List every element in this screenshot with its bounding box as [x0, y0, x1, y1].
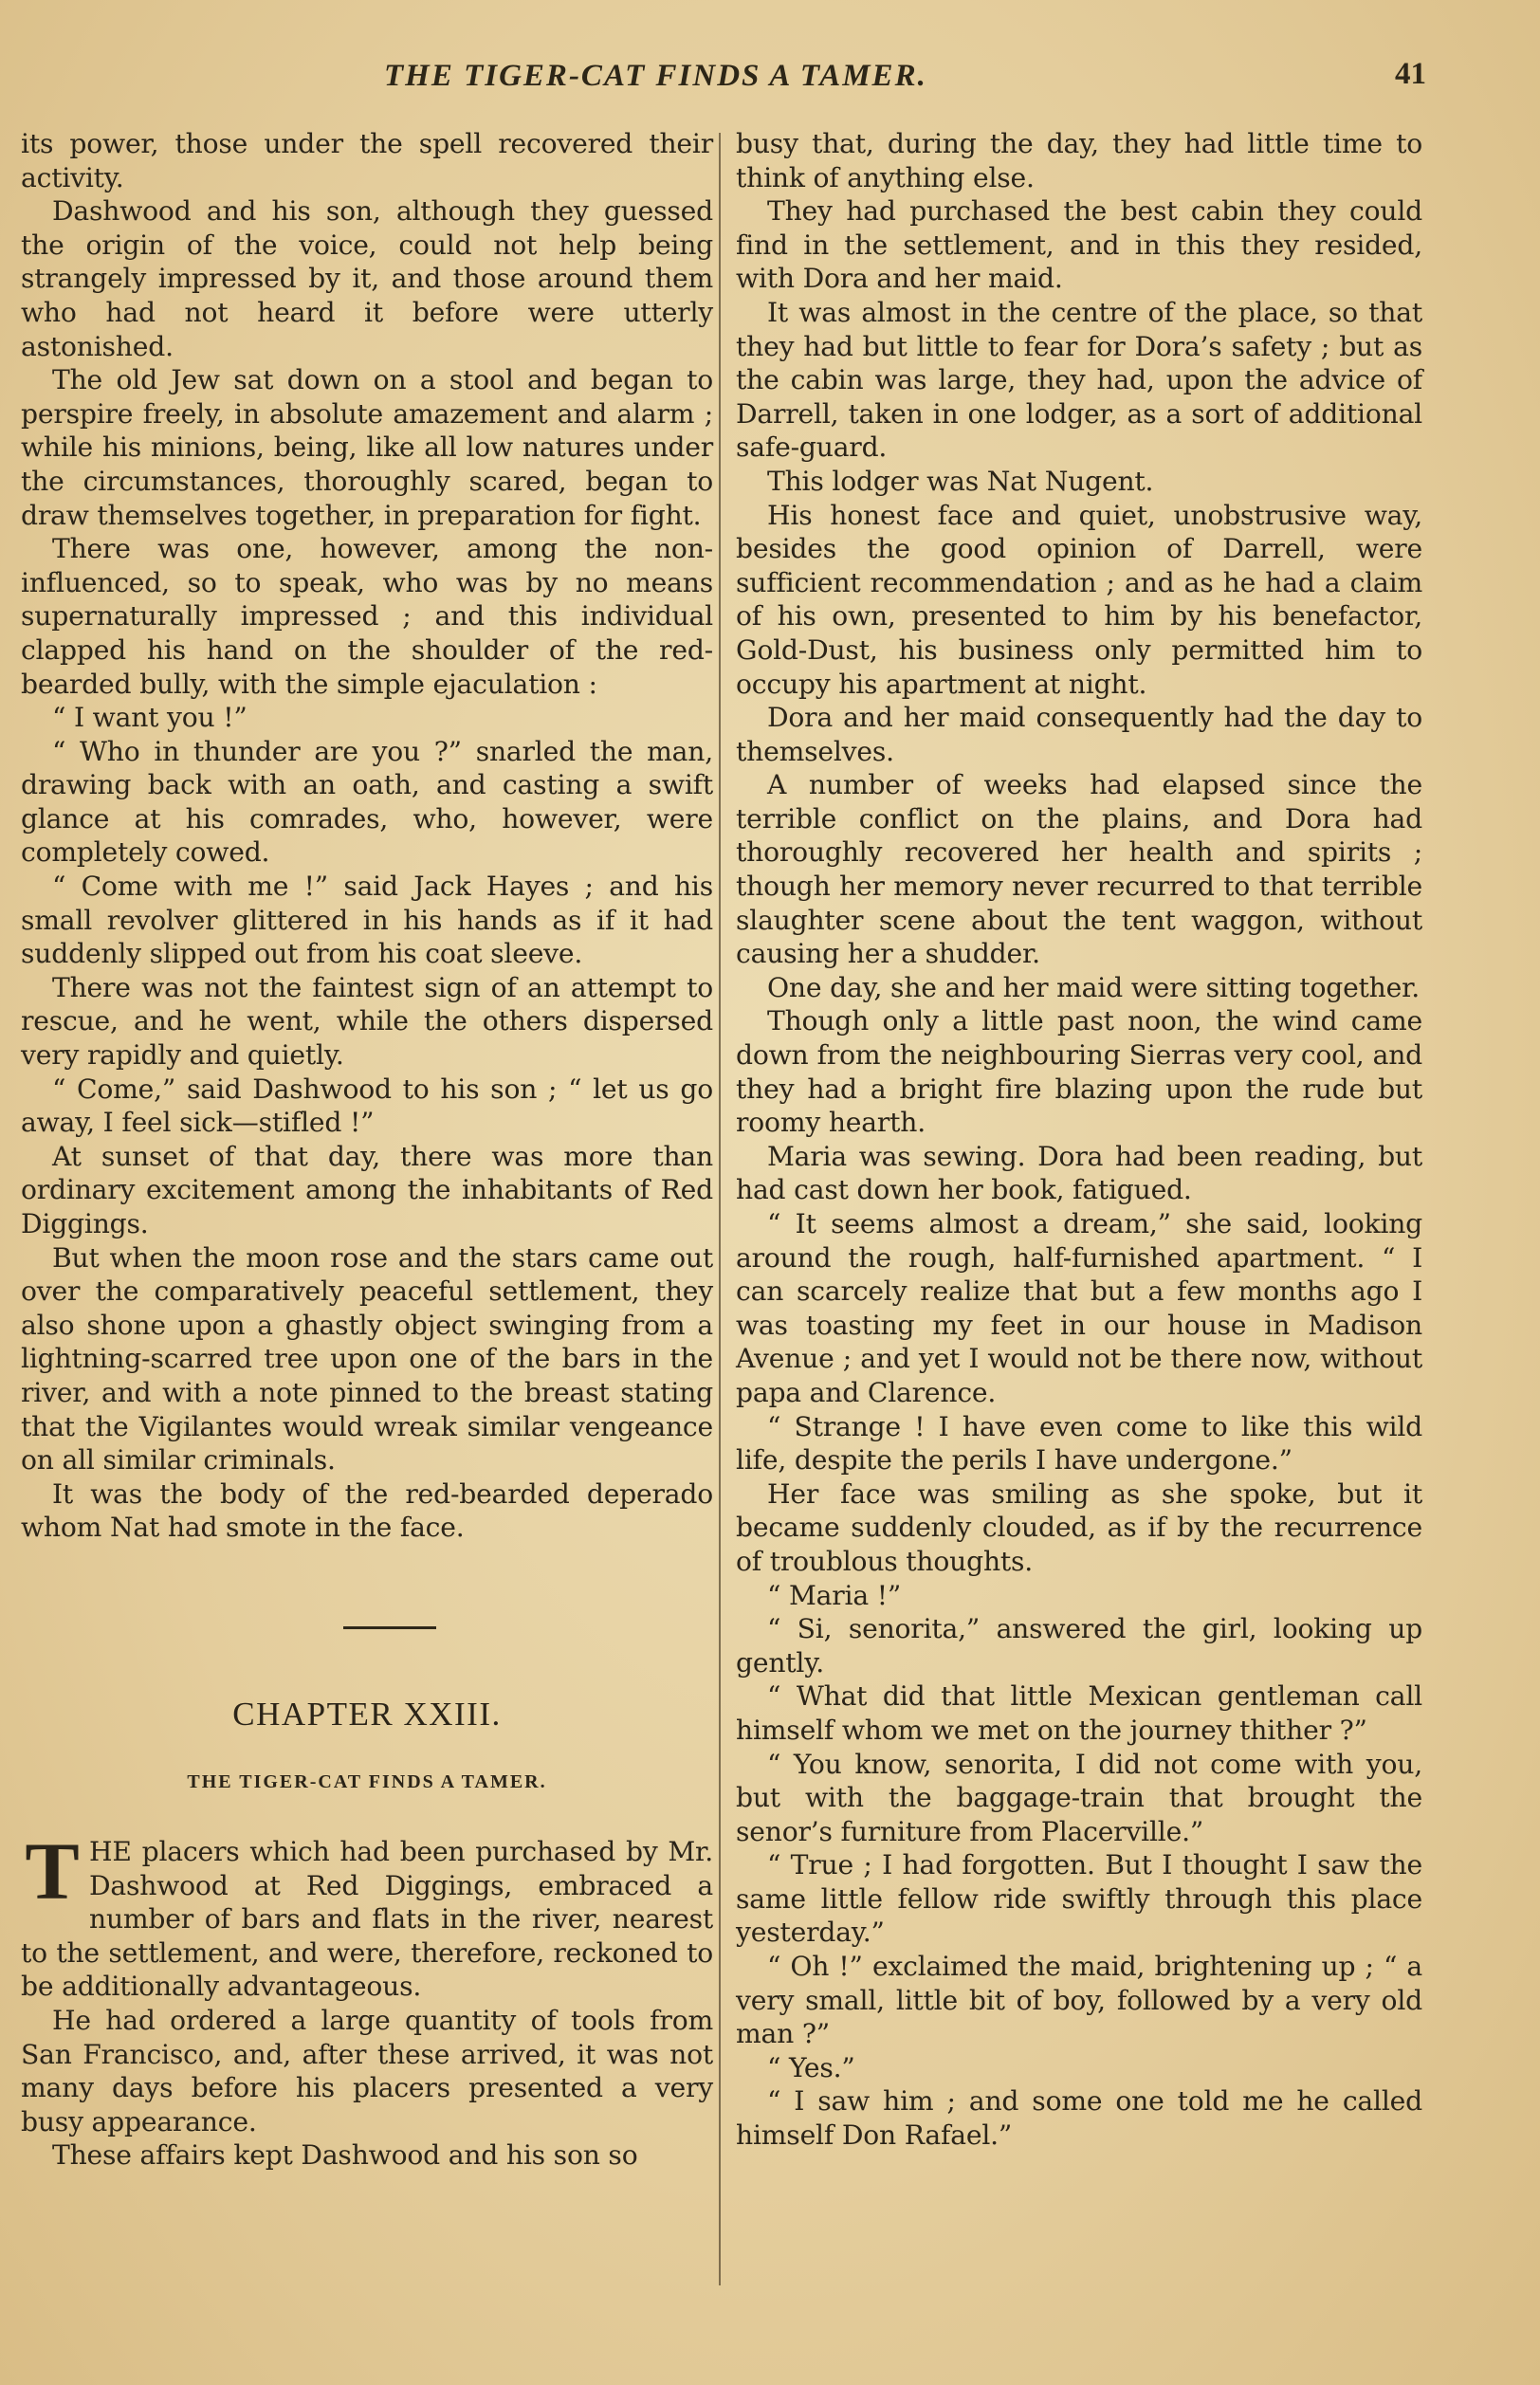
paragraph: “ Come with me !” said Jack Hayes ; and his small revolver glittered in his hands as if it had suddenly slipped out from his coat sleeve.: [21, 871, 713, 970]
paragraph: The old Jew sat down on a stool and began to perspire freely, in absolute amazement and alarm ; while his minions, being, like all low natures under the circumstances, thoroughly scared, began to draw themselves together, in preparation for fight.: [21, 364, 713, 531]
opening-paragraph: [21, 1825, 713, 2004]
paragraph: “ What did that little Mexican gentleman call himself whom we met on the journey thither ?”: [736, 1680, 1422, 1746]
paragraph: It was almost in the centre of the place, so that they had but little to fear for Dora’s safety ; but as the cabin was large, they had, upon the advice of Darrell, taken in one lodger, as a sort of additional safe-guard.: [736, 296, 1422, 464]
paragraph: “ Si, senorita,” answered the girl, looking up gently.: [736, 1613, 1422, 1679]
paragraph: Dashwood and his son, although they guessed the origin of the voice, could not help being strangely impressed by it, and those around them who had not heard it before were utterly astonished.: [21, 195, 713, 362]
paragraph: “ It seems almost a dream,” she said, looking around the rough, half-furnished apartment. “ I can scarcely realize that but a few months ago I was toasting my feet in our house in Madison Avenue ; and yet I would not be there now, without papa and Clarence.: [736, 1208, 1422, 1408]
left-column: [21, 127, 713, 2173]
paragraph: busy that, during the day, they had little time to think of anything else.: [736, 128, 1422, 193]
right-column: [736, 127, 1422, 2153]
paragraph: A number of weeks had elapsed since the terrible conflict on the plains, and Dora had thoroughly recovered her health and spirits ; though her memory never recurred to that terrible slaughter scene about the tent waggon, without causing her a shudder.: [736, 769, 1422, 970]
paragraph: “ Who in thunder are you ?” snarled the man, drawing back with an oath, and casting a swift glance at his comrades, who, however, were completely cowed.: [21, 735, 713, 869]
paragraph: But when the moon rose and the stars came out over the comparatively peaceful settlement, they also shone upon a ghastly object swinging from a lightning-scarred tree upon one of the bars in the river, and with a note pinned to the breast stating that the Vigilantes would wreak similar vengeance on all similar criminals.: [21, 1241, 713, 1477]
paragraph: Dora and her maid consequently had the day to themselves.: [736, 702, 1422, 767]
paragraph: It was the body of the red-bearded deperado whom Nat had smote in the face.: [21, 1477, 713, 1544]
paragraph: “ Yes.”: [767, 2051, 855, 2083]
section-rule: [343, 1626, 436, 1629]
chapter-title: CHAPTER XXIII.: [232, 1695, 502, 1733]
paragraph: Her face was smiling as she spoke, but it became suddenly clouded, as if by the recurrence of troublous thoughts.: [736, 1477, 1422, 1577]
paragraph: “ True ; I had forgotten. But I thought I saw the same little fellow ride swiftly through this place yesterday.”: [736, 1849, 1422, 1949]
paragraph: its power, those under the spell recovered their activity.: [21, 128, 713, 193]
paragraph: He had ordered a large quantity of tools from San Francisco, and, after these arrived, it was not many days before his placers presented a very busy appearance.: [21, 2004, 713, 2137]
paragraph: They had purchased the best cabin they could find in the settlement, and in this they resided, with Dora and her maid.: [736, 195, 1422, 295]
column-divider: [719, 133, 721, 2285]
paragraph: “ I want you !”: [52, 702, 248, 734]
running-head: THE TIGER-CAT FINDS A TAMER.: [384, 59, 927, 93]
paragraph: “ Oh !” exclaimed the maid, brightening up ; “ a very small, little bit of boy, followed by a very old man ?”: [736, 1951, 1422, 2050]
paragraph: “ Come,” said Dashwood to his son ; “ let us go away, I feel sick—stifled !”: [21, 1073, 713, 1139]
paragraph: “ Maria !”: [767, 1579, 902, 1611]
paragraph: “ I saw him ; and some one told me he called himself Don Rafael.”: [736, 2085, 1422, 2152]
paragraph: Though only a little past noon, the wind came down from the neighbouring Sierras very cool, and they had a bright fire blazing upon the rude but roomy hearth.: [736, 1005, 1422, 1139]
paragraph: There was not the faintest sign of an attempt to rescue, and he went, while the others dispersed very rapidly and quietly.: [21, 971, 713, 1072]
drop-cap: T: [25, 1825, 80, 1917]
paragraph: There was one, however, among the non-influenced, so to speak, who was by no means supernaturally impressed ; and this individual clapped his hand on the shoulder of the red-bearded bully, with the simple ejaculation :: [21, 533, 713, 700]
paragraph: “ Strange ! I have even come to like this wild life, despite the perils I have undergone.”: [736, 1410, 1422, 1477]
opening-paragraph-text: HE placers which had been purchased by Mr. Dashwood at Red Diggings, embraced a number of bars and flats in the river, nearest to the settlement, and were, therefore, reckoned to be additionally advantageous.: [21, 1835, 713, 2003]
chapter-subtitle: THE TIGER-CAT FINDS A TAMER.: [187, 1770, 547, 1792]
paragraph: One day, she and her maid were sitting together.: [767, 971, 1421, 1003]
paragraph: This lodger was Nat Nugent.: [767, 465, 1154, 497]
paragraph: These affairs kept Dashwood and his son so: [52, 2139, 638, 2172]
paragraph: At sunset of that day, there was more than ordinary excitement among the inhabitants of Red Diggings.: [21, 1140, 713, 1239]
page-number: 41: [1395, 57, 1426, 91]
paragraph: His honest face and quiet, unobstrusive way, besides the good opinion of Darrell, were sufficient recommendation ; and as he had a claim of his own, presented to him by his benefactor, Gold-Dust, his business only permitted him to occupy his apartment at night.: [736, 499, 1422, 700]
paragraph: “ You know, senorita, I did not come with you, but with the baggage-train that brought the senor’s furniture from Placerville.”: [736, 1748, 1422, 1847]
paragraph: Maria was sewing. Dora had been reading, but had cast down her book, fatigued.: [736, 1140, 1422, 1206]
